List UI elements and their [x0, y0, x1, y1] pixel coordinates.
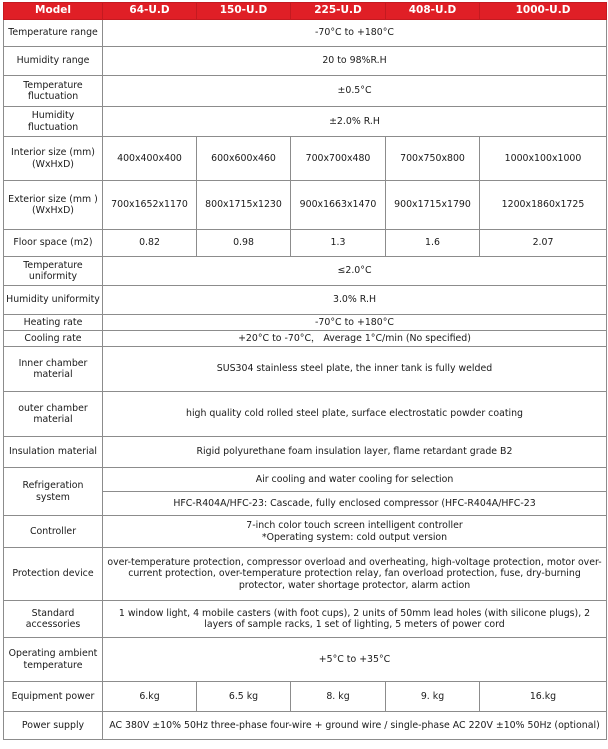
label-insulation: Insulation material: [4, 437, 103, 468]
row-power-supply: [4, 712, 607, 740]
value-exterior-size-1000: 1200x1860x1725: [480, 181, 607, 230]
value-humidity-range: 20 to 98%R.H: [103, 47, 607, 76]
row-insulation: [4, 437, 607, 468]
value-exterior-size-408: 900x1715x1790: [386, 181, 480, 230]
value-ambient: +5°C to +35°C: [103, 638, 607, 682]
value-interior-size-64: 400x400x400: [103, 137, 197, 181]
header-1000-ud: 1000-U.D: [480, 3, 607, 20]
value-equipment-power-1000: 16.kg: [480, 682, 607, 712]
header-408-ud: 408-U.D: [386, 3, 480, 20]
row-heating-rate: [4, 315, 607, 331]
label-outer-chamber: outer chamber material: [4, 392, 103, 437]
value-protection: over-temperature protection, compressor overload and overheating, high-voltage protection, motor over-current protection, over-temperature protection relay, fan overload protection, fuse, dry-burning protector, water shortage protector, alarm action: [103, 548, 607, 601]
row-outer-chamber: [4, 392, 607, 437]
value-outer-chamber: high quality cold rolled steel plate, surface electrostatic powder coating: [103, 392, 607, 437]
value-interior-size-225: 700x700x480: [291, 137, 386, 181]
label-floor-space: Floor space (m2): [4, 230, 103, 257]
row-protection: [4, 548, 607, 601]
value-power-supply: AC 380V ±10% 50Hz three-phase four-wire + ground wire / single-phase AC 220V ±10% 50Hz (optional): [103, 712, 607, 740]
row-exterior-size: [4, 181, 607, 230]
label-inner-chamber: Inner chamber material: [4, 347, 103, 392]
label-temperature-fluctuation: Temperature fluctuation: [4, 76, 103, 107]
label-power-supply: Power supply: [4, 712, 103, 740]
header-225-ud: 225-U.D: [291, 3, 386, 20]
label-equipment-power: Equipment power: [4, 682, 103, 712]
label-ambient: Operating ambient temperature: [4, 638, 103, 682]
label-temperature-range: Temperature range: [4, 20, 103, 47]
spec-table: [3, 2, 607, 740]
value-equipment-power-408: 9. kg: [386, 682, 480, 712]
row-floor-space: [4, 230, 607, 257]
value-heating-rate: -70°C to +180°C: [103, 315, 607, 331]
value-floor-space-64: 0.82: [103, 230, 197, 257]
value-refrigeration-line2: HFC-R404A/HFC-23: Cascade, fully enclosed compressor (HFC-R404A/HFC-23: [103, 492, 607, 516]
value-humidity-fluctuation: ±2.0% R.H: [103, 107, 607, 137]
value-temperature-fluctuation: ±0.5°C: [103, 76, 607, 107]
value-temperature-range: -70°C to +180°C: [103, 20, 607, 47]
value-floor-space-408: 1.6: [386, 230, 480, 257]
label-refrigeration: Refrigeration system: [4, 468, 103, 516]
row-temperature-range: [4, 20, 607, 47]
row-inner-chamber: [4, 347, 607, 392]
row-controller: [4, 516, 607, 548]
row-ambient: [4, 638, 607, 682]
value-interior-size-150: 600x600x460: [197, 137, 291, 181]
value-exterior-size-150: 800x1715x1230: [197, 181, 291, 230]
row-equipment-power: [4, 682, 607, 712]
header-64-ud: 64-U.D: [103, 3, 197, 20]
value-floor-space-150: 0.98: [197, 230, 291, 257]
label-humidity-fluctuation: Humidity fluctuation: [4, 107, 103, 137]
value-floor-space-225: 1.3: [291, 230, 386, 257]
row-cooling-rate: [4, 331, 607, 347]
label-protection: Protection device: [4, 548, 103, 601]
label-cooling-rate: Cooling rate: [4, 331, 103, 347]
row-refrigeration-1: [4, 468, 607, 492]
value-exterior-size-225: 900x1663x1470: [291, 181, 386, 230]
header-model: Model: [4, 3, 103, 20]
label-controller: Controller: [4, 516, 103, 548]
value-controller: [103, 516, 607, 548]
value-temperature-uniformity: ≤2.0°C: [103, 257, 607, 286]
row-accessories: [4, 601, 607, 638]
label-heating-rate: Heating rate: [4, 315, 103, 331]
value-refrigeration-line1: Air cooling and water cooling for selection: [103, 468, 607, 492]
value-floor-space-1000: 2.07: [480, 230, 607, 257]
label-exterior-size: Exterior size (mm ) (WxHxD): [4, 181, 103, 230]
row-temperature-uniformity: [4, 257, 607, 286]
row-humidity-range: [4, 47, 607, 76]
value-interior-size-408: 700x750x800: [386, 137, 480, 181]
value-insulation: Rigid polyurethane foam insulation layer, flame retardant grade B2: [103, 437, 607, 468]
label-humidity-uniformity: Humidity uniformity: [4, 286, 103, 315]
value-humidity-uniformity: 3.0% R.H: [103, 286, 607, 315]
value-accessories: 1 window light, 4 mobile casters (with foot cups), 2 units of 50mm lead holes (with silicone plugs), 2 layers of sample racks, 1 set of lighting, 5 meters of power cord: [103, 601, 607, 638]
controller-line2: *Operating system: cold output version: [261, 531, 448, 543]
header-150-ud: 150-U.D: [197, 3, 291, 20]
row-humidity-fluctuation: [4, 107, 607, 137]
label-temperature-uniformity: Temperature uniformity: [4, 257, 103, 286]
label-interior-size: Interior size (mm) (WxHxD): [4, 137, 103, 181]
value-inner-chamber: SUS304 stainless steel plate, the inner tank is fully welded: [103, 347, 607, 392]
row-interior-size: [4, 137, 607, 181]
row-temperature-fluctuation: [4, 76, 607, 107]
value-interior-size-1000: 1000x100x1000: [480, 137, 607, 181]
controller-line1: 7-inch color touch screen intelligent controller: [246, 520, 463, 531]
value-exterior-size-64: 700x1652x1170: [103, 181, 197, 230]
value-equipment-power-225: 8. kg: [291, 682, 386, 712]
row-humidity-uniformity: [4, 286, 607, 315]
value-equipment-power-150: 6.5 kg: [197, 682, 291, 712]
label-humidity-range: Humidity range: [4, 47, 103, 76]
value-cooling-rate: +20°C to -70°C， Average 1°C/min (No specified): [103, 331, 607, 347]
value-equipment-power-64: 6.kg: [103, 682, 197, 712]
header-row: [4, 3, 607, 20]
label-accessories: Standard accessories: [4, 601, 103, 638]
